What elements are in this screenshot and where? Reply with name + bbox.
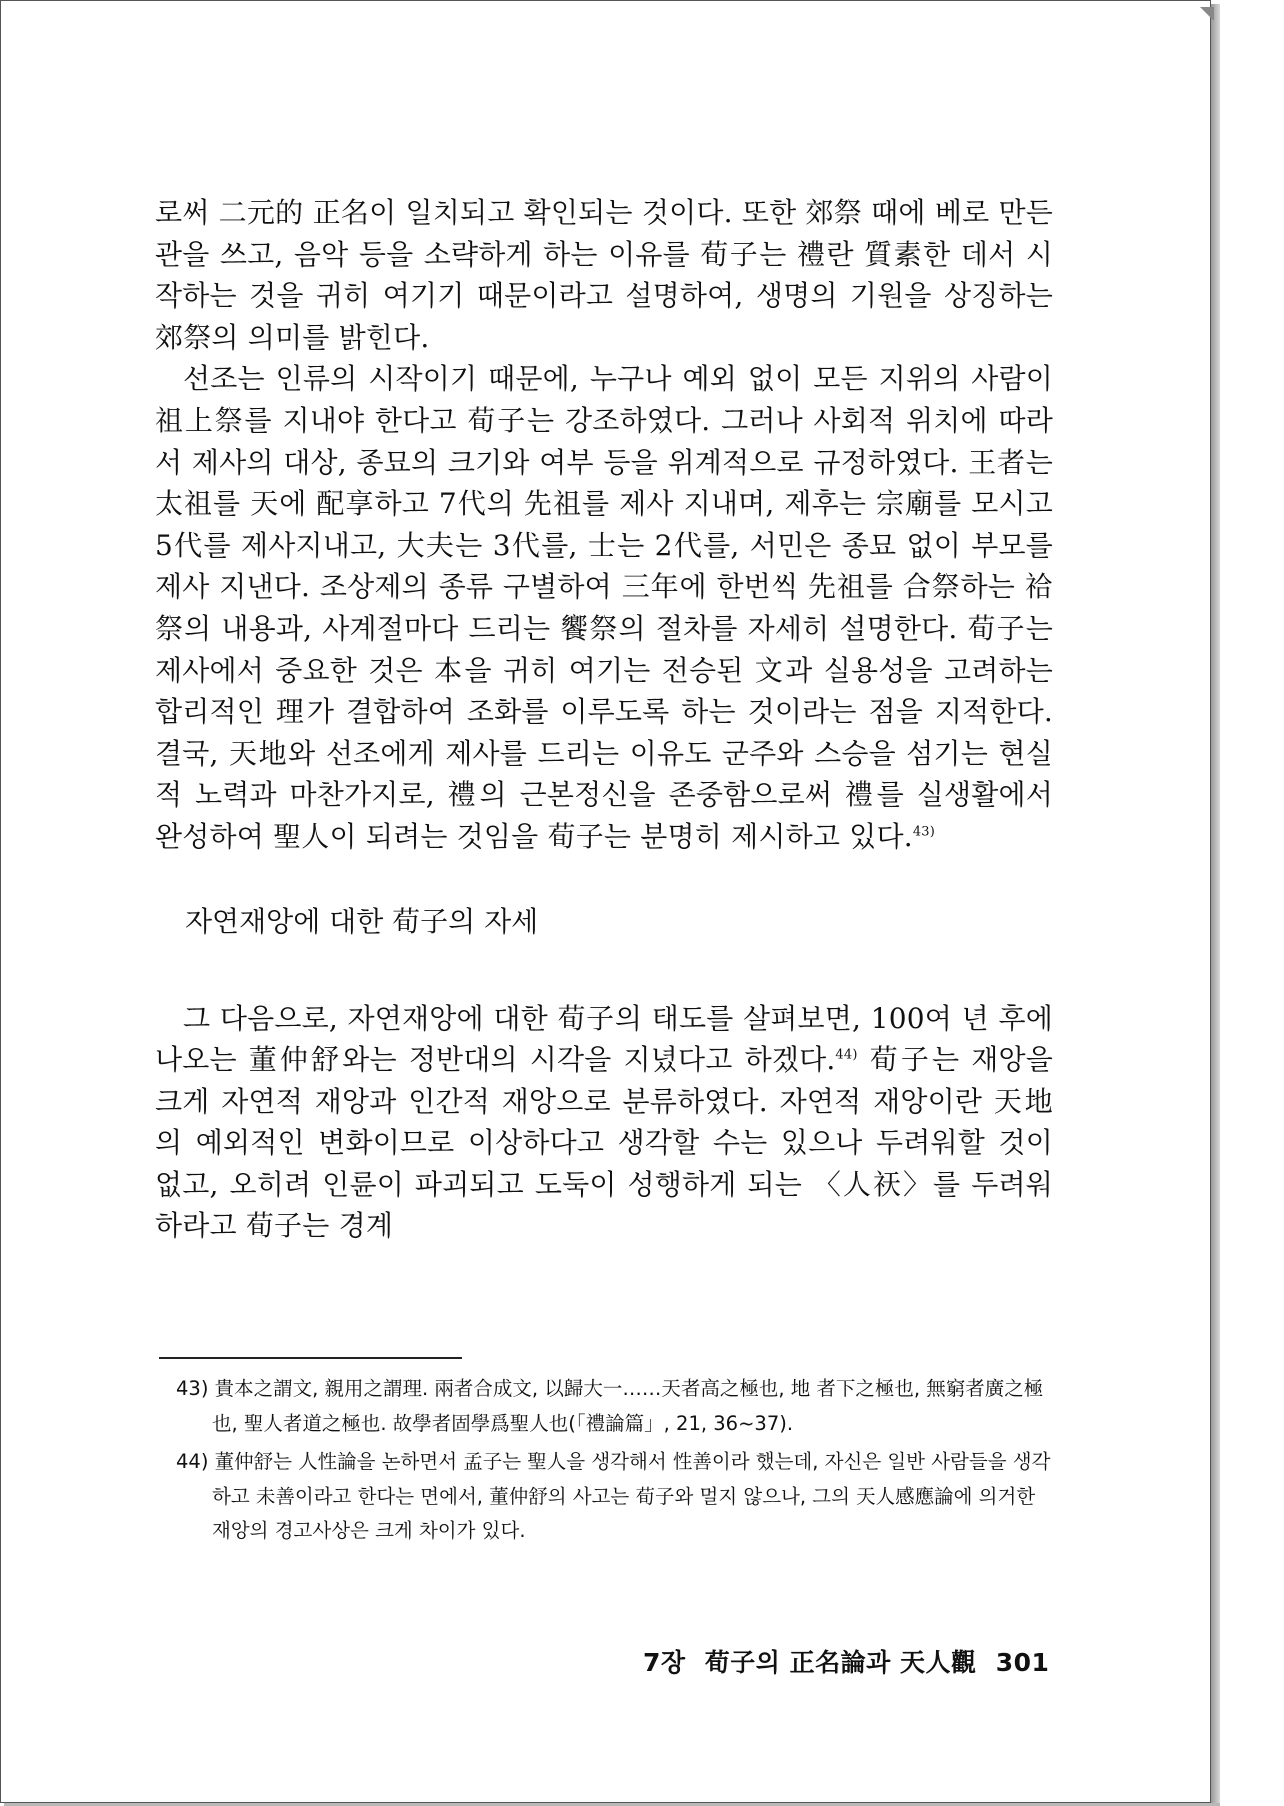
footnote-text: 董仲舒는 人性論을 논하면서 孟子는 聖人을 생각해서 性善이라 했는데, 자신은 일반 사람들을 생각하고 未善이라고 한다는 면에서, 董仲舒의 사고는 荀子와 멀지 않으나, 그의 天人感應論에 의거한 재앙의 경고사상은 크게 차이가 있다. [212, 1450, 1051, 1542]
footnotes [176, 1372, 1056, 1553]
paragraph-2 [155, 358, 1053, 857]
footnote-divider [159, 1357, 462, 1359]
paragraph-3-text-a: 그 다음으로, 자연재앙에 대한 荀子의 태도를 살펴보면, 100여 년 후에 나오는 董仲舒와는 정반대의 시각을 지녔다고 하겠다. [155, 1001, 1053, 1077]
footnote-ref-44: 44) [835, 1047, 858, 1063]
footnote-ref-43: 43) [912, 824, 936, 840]
body-text [155, 192, 1053, 1247]
paragraph-3 [155, 998, 1053, 1248]
footnote-number: 44) [176, 1450, 209, 1473]
paragraph-2-text: 선조는 인류의 시작이기 때문에, 누구나 예외 없이 모든 지위의 사람이 祖上祭를 지내야 한다고 荀子는 강조하였다. 그러나 사회적 위치에 따라서 제사의 대상, 종묘의 크기와 여부 등을 위계적으로 규정하였다. 王者는 太祖를 天에 配享하고 7代의 先祖를 제사 지내며, 제후는 宗廟를 모시고 5代를 제사지내고, 大夫는 3代를, 士는 2代를, 서민은 종묘 없이 부모를 제사 지낸다. 조상제의 종류 구별하여 三年에 한번씩 先祖를 合祭하는 祫祭의 내용과, 사계절마다 드리는 饗祭의 절차를 자세히 설명한다. 荀子는 제사에서 중요한 것은 本을 귀히 여기는 전승된 文과 실용성을 고려하는 합리적인 理가 결합하여 조화를 이루도록 하는 것이라는 점을 지적한다. 결국, 天地와 선조에게 제사를 드리는 이유도 군주와 스승을 섬기는 현실적 노력과 마찬가지로, 禮의 근본정신을 존중함으로써 禮를 실생활에서 완성하여 聖人이 되려는 것임을 荀子는 분명히 제시하고 있다. [155, 362, 1053, 853]
section-heading: 자연재앙에 대한 荀子의 자세 [185, 904, 539, 938]
footnote-text: 貴本之謂文, 親用之謂理. 兩者合成文, 以歸大一……天者高之極也, 地 者下之極也, 無窮者廣之極也, 聖人者道之極也. 故學者固學爲聖人也(「禮論篇」, 21, 36~37). [212, 1377, 1044, 1435]
footnote-number: 43) [176, 1377, 209, 1400]
running-footer [643, 1643, 1059, 1679]
paragraph-1: 로써 二元的 正名이 일치되고 확인되는 것이다. 또한 郊祭 때에 베로 만든 관을 쓰고, 음악 등을 소략하게 하는 이유를 荀子는 禮란 質素한 데서 시작하는 것을 귀히 여기기 때문이라고 설명하여, 생명의 기원을 상징하는 郊祭의 의미를 밝힌다. [155, 196, 1053, 354]
page-curl-icon [1200, 7, 1214, 21]
page-number: 301 [995, 1648, 1050, 1677]
footer-chapter: 7장 [643, 1648, 686, 1677]
page-edge-shadow [1211, 4, 1220, 1806]
footnote-43 [176, 1372, 1056, 1441]
paragraph-3-text-b: 荀子는 재앙을 크게 자연적 재앙과 인간적 재앙으로 분류하였다. 자연적 재앙이란 天地의 예외적인 변화이므로 이상하다고 생각할 수는 있으나 두려워할 것이 없고, 오히려 인륜이 파괴되고 도둑이 성행하게 되는 〈人祆〉를 두려워하라고 荀子는 경계 [155, 1043, 1053, 1243]
footer-title: 荀子의 正名論과 天人觀 [704, 1648, 977, 1677]
footnote-44 [176, 1445, 1056, 1549]
